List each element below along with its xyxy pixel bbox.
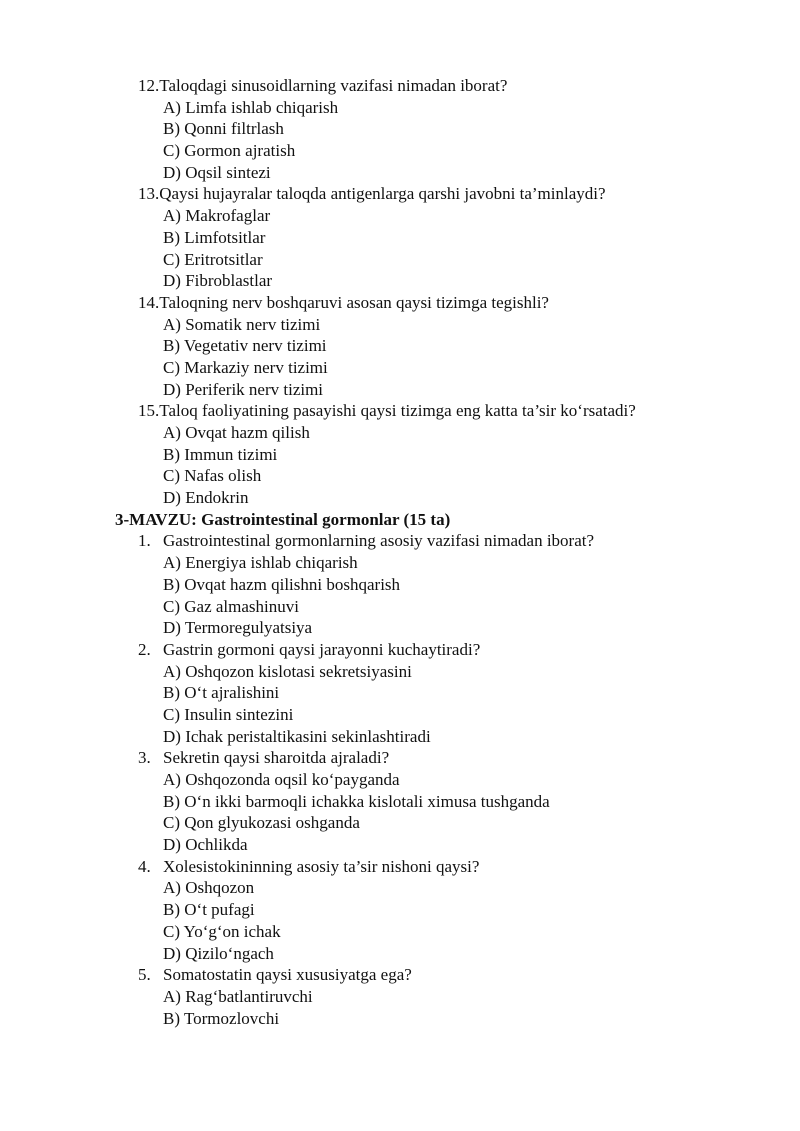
option-b: B) Tormozlovchi (163, 1008, 280, 1028)
question-text (0, 856, 800, 878)
option-b: B) Ovqat hazm qilishni boshqarish (163, 574, 401, 594)
option-b: B) O‘t ajralishini (163, 683, 280, 703)
option-a: A) Makrofaglar (163, 206, 271, 226)
question-number: 5. (138, 965, 151, 985)
section-question-5 (0, 964, 800, 1029)
question-number: 1. (138, 531, 151, 551)
question-text (0, 639, 800, 661)
option-d: D) Ichak peristaltikasini sekinlashtiradi (163, 726, 431, 746)
option-b: B) Vegetativ nerv tizimi (163, 336, 327, 356)
option-c: C) Qon glyukozasi oshganda (163, 813, 360, 833)
question-text (0, 400, 800, 422)
option-c: C) Insulin sintezini (163, 704, 294, 724)
question-text (0, 530, 800, 552)
option-c: C) Markaziy nerv tizimi (163, 357, 328, 377)
question-stem: Taloqdagi sinusoidlarning vazifasi nimadan iborat? (159, 76, 508, 95)
option-b: B) Qonni filtrlash (163, 119, 284, 139)
option-d: D) Qizilo‘ngach (163, 943, 274, 963)
option-a: A) Oshqozon kislotasi sekretsiyasini (163, 661, 412, 681)
option-b: B) Immun tizimi (163, 444, 278, 464)
option-b: B) O‘t pufagi (163, 900, 255, 920)
question-12 (0, 75, 800, 183)
option-c: C) Nafas olish (163, 466, 262, 486)
section-question-2 (0, 639, 800, 747)
option-d: D) Termoregulyatsiya (163, 618, 313, 638)
question-stem: Xolesistokininning asosiy ta’sir nishoni qaysi? (163, 856, 480, 876)
question-text (0, 183, 800, 205)
section-heading: 3-MAVZU: Gastrointestinal gormonlar (15 ta) (115, 509, 451, 529)
question-text (0, 292, 800, 314)
option-a: A) Oshqozonda oqsil ko‘payganda (163, 770, 400, 789)
question-stem: Gastrointestinal gormonlarning asosiy vazifasi nimadan iborat? (163, 531, 595, 551)
question-text (0, 964, 800, 986)
option-a: A) Oshqozon (163, 878, 255, 898)
option-d: D) Periferik nerv tizimi (163, 379, 324, 399)
question-stem: Somatostatin qaysi xususiyatga ega? (163, 965, 412, 985)
option-a: A) Energiya ishlab chiqarish (163, 553, 358, 573)
question-text (0, 75, 800, 97)
option-d: D) Oqsil sintezi (163, 162, 271, 182)
question-text (0, 747, 800, 769)
option-a: A) Somatik nerv tizimi (163, 314, 321, 334)
option-b: B) Limfotsitlar (163, 227, 266, 247)
section-question-1 (0, 530, 800, 638)
option-c: C) Eritrotsitlar (163, 249, 263, 269)
option-d: D) Fibroblastlar (163, 271, 273, 291)
question-number: 4. (138, 856, 151, 876)
question-number: 2. (138, 639, 151, 659)
question-stem: Sekretin qaysi sharoitda ajraladi? (163, 748, 390, 768)
question-14 (0, 292, 800, 400)
document-page (0, 75, 800, 1029)
option-a: A) Ovqat hazm qilish (163, 423, 310, 442)
question-15 (0, 400, 800, 508)
option-c: C) Gormon ajratish (163, 141, 296, 161)
question-number: 12. (138, 76, 160, 95)
option-b: B) O‘n ikki barmoqli ichakka kislotali ximusa tushganda (163, 791, 550, 811)
question-stem: Qaysi hujayralar taloqda antigenlarga qarshi javobni ta’minlaydi? (159, 184, 606, 204)
option-c: C) Gaz almashinuvi (163, 596, 299, 616)
question-stem: Taloqning nerv boshqaruvi asosan qaysi tizimga tegishli? (159, 292, 549, 312)
question-stem: Gastrin gormoni qaysi jarayonni kuchaytiradi? (163, 639, 481, 659)
section-question-3 (0, 747, 800, 855)
section-question-4 (0, 856, 800, 964)
option-c: C) Yo‘g‘on ichak (163, 921, 281, 941)
question-number: 13. (138, 184, 160, 204)
option-d: D) Endokrin (163, 488, 249, 508)
question-number: 14. (138, 292, 160, 312)
question-13 (0, 183, 800, 291)
question-number: 3. (138, 748, 151, 768)
question-stem: Taloq faoliyatining pasayishi qaysi tizimga eng katta ta’sir ko‘rsatadi? (159, 401, 636, 421)
option-d: D) Ochlikda (163, 835, 248, 855)
option-a: A) Limfa ishlab chiqarish (163, 97, 339, 117)
question-number: 15. (138, 401, 160, 421)
option-a: A) Rag‘batlantiruvchi (163, 986, 313, 1006)
